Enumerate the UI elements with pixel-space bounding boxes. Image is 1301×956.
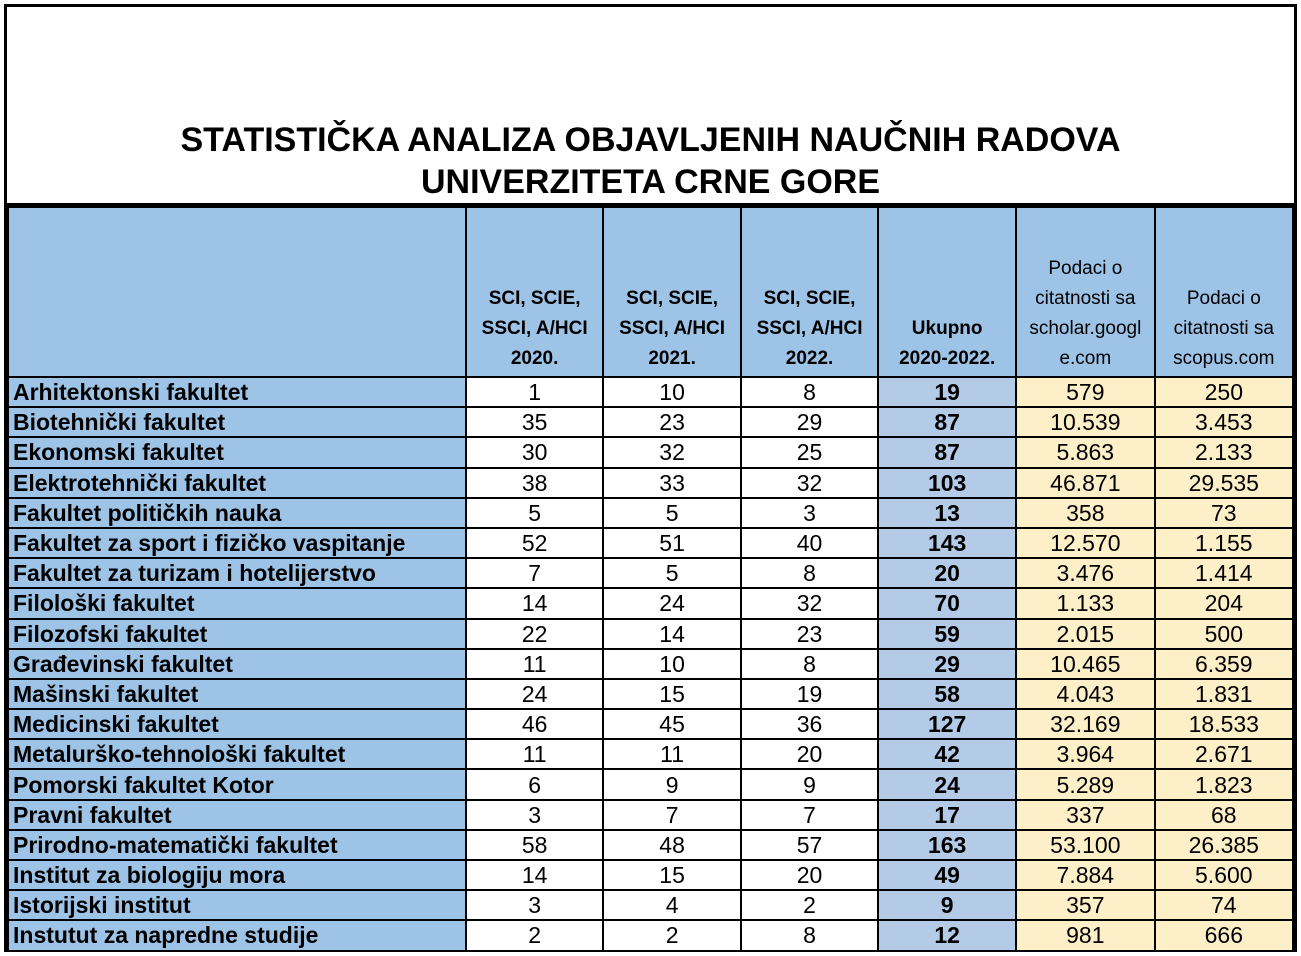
papers-2021: 32 (603, 437, 740, 467)
scholar-citations: 579 (1016, 377, 1155, 407)
papers-2020: 52 (466, 528, 603, 558)
papers-2020: 6 (466, 769, 603, 799)
papers-2022: 32 (741, 468, 878, 498)
papers-2020: 14 (466, 860, 603, 890)
papers-2021: 48 (603, 830, 740, 860)
scopus-citations: 26.385 (1155, 830, 1293, 860)
header-row (8, 207, 1293, 377)
papers-total: 127 (878, 709, 1016, 739)
table-row (8, 498, 1293, 528)
table-row (8, 588, 1293, 618)
papers-total: 42 (878, 739, 1016, 769)
papers-total: 58 (878, 679, 1016, 709)
papers-2022: 8 (741, 649, 878, 679)
scholar-citations: 10.539 (1016, 407, 1155, 437)
header-2021: SCI, SCIE, SSCI, A/HCI 2021. (603, 207, 740, 377)
papers-2020: 30 (466, 437, 603, 467)
faculty-name: Biotehnički fakultet (8, 407, 466, 437)
scholar-citations: 12.570 (1016, 528, 1155, 558)
table-row (8, 407, 1293, 437)
papers-2020: 2 (466, 920, 603, 950)
papers-2020: 3 (466, 800, 603, 830)
papers-total: 12 (878, 920, 1016, 950)
papers-total: 87 (878, 407, 1016, 437)
papers-2021: 45 (603, 709, 740, 739)
faculty-name: Institut za biologiju mora (8, 860, 466, 890)
faculty-name: Arhitektonski fakultet (8, 377, 466, 407)
scopus-citations: 2.133 (1155, 437, 1293, 467)
scopus-citations: 204 (1155, 588, 1293, 618)
papers-total: 9 (878, 890, 1016, 920)
statistics-table (7, 206, 1294, 952)
papers-2022: 7 (741, 800, 878, 830)
papers-total: 59 (878, 619, 1016, 649)
faculty-name: Građevinski fakultet (8, 649, 466, 679)
scopus-citations: 1.823 (1155, 769, 1293, 799)
papers-total: 163 (878, 830, 1016, 860)
table-row (8, 769, 1293, 799)
papers-2020: 22 (466, 619, 603, 649)
papers-total: 103 (878, 468, 1016, 498)
papers-2021: 10 (603, 377, 740, 407)
table-row (8, 619, 1293, 649)
scopus-citations: 1.831 (1155, 679, 1293, 709)
scopus-citations: 5.600 (1155, 860, 1293, 890)
papers-2020: 38 (466, 468, 603, 498)
papers-2021: 2 (603, 920, 740, 950)
faculty-name: Filozofski fakultet (8, 619, 466, 649)
faculty-name: Instutut za napredne studije (8, 920, 466, 950)
papers-2020: 11 (466, 649, 603, 679)
scopus-citations: 6.359 (1155, 649, 1293, 679)
table-row (8, 860, 1293, 890)
papers-2021: 9 (603, 769, 740, 799)
faculty-name: Fakultet za turizam i hotelijerstvo (8, 558, 466, 588)
papers-2020: 14 (466, 588, 603, 618)
header-total: Ukupno 2020-2022. (878, 207, 1016, 377)
scopus-citations: 18.533 (1155, 709, 1293, 739)
scopus-citations: 250 (1155, 377, 1293, 407)
papers-2021: 14 (603, 619, 740, 649)
papers-total: 13 (878, 498, 1016, 528)
table-row (8, 528, 1293, 558)
header-2020: SCI, SCIE, SSCI, A/HCI 2020. (466, 207, 603, 377)
faculty-name: Medicinski fakultet (8, 709, 466, 739)
papers-2022: 36 (741, 709, 878, 739)
papers-2020: 46 (466, 709, 603, 739)
scopus-citations: 68 (1155, 800, 1293, 830)
faculty-name: Filološki fakultet (8, 588, 466, 618)
title-cell (7, 7, 1294, 206)
papers-total: 24 (878, 769, 1016, 799)
table-row (8, 890, 1293, 920)
papers-2021: 7 (603, 800, 740, 830)
papers-2020: 3 (466, 890, 603, 920)
scholar-citations: 337 (1016, 800, 1155, 830)
scholar-citations: 2.015 (1016, 619, 1155, 649)
faculty-name: Fakultet za sport i fizičko vaspitanje (8, 528, 466, 558)
papers-2020: 7 (466, 558, 603, 588)
table-row (8, 709, 1293, 739)
papers-2021: 15 (603, 679, 740, 709)
papers-2022: 25 (741, 437, 878, 467)
scopus-citations: 73 (1155, 498, 1293, 528)
papers-total: 29 (878, 649, 1016, 679)
scopus-citations: 3.453 (1155, 407, 1293, 437)
scopus-citations: 2.671 (1155, 739, 1293, 769)
table-row (8, 679, 1293, 709)
papers-2022: 29 (741, 407, 878, 437)
scopus-citations: 29.535 (1155, 468, 1293, 498)
faculty-name: Mašinski fakultet (8, 679, 466, 709)
papers-total: 17 (878, 800, 1016, 830)
faculty-name: Ekonomski fakultet (8, 437, 466, 467)
scopus-citations: 1.155 (1155, 528, 1293, 558)
papers-2021: 23 (603, 407, 740, 437)
papers-2021: 15 (603, 860, 740, 890)
faculty-name: Pomorski fakultet Kotor (8, 769, 466, 799)
papers-total: 49 (878, 860, 1016, 890)
table-body (8, 377, 1293, 951)
papers-2022: 8 (741, 377, 878, 407)
papers-2022: 23 (741, 619, 878, 649)
scopus-citations: 666 (1155, 920, 1293, 950)
papers-2020: 1 (466, 377, 603, 407)
scholar-citations: 7.884 (1016, 860, 1155, 890)
papers-2022: 8 (741, 558, 878, 588)
header-name (8, 207, 466, 377)
papers-2020: 24 (466, 679, 603, 709)
scholar-citations: 981 (1016, 920, 1155, 950)
scholar-citations: 5.863 (1016, 437, 1155, 467)
papers-2022: 3 (741, 498, 878, 528)
title-line-1: STATISTIČKA ANALIZA OBJAVLJENIH NAUČNIH RADOVA (180, 121, 1121, 159)
table-row (8, 468, 1293, 498)
papers-2021: 10 (603, 649, 740, 679)
header-scopus: Podaci o citatnosti sa scopus.com (1155, 207, 1293, 377)
scholar-citations: 53.100 (1016, 830, 1155, 860)
papers-total: 20 (878, 558, 1016, 588)
scholar-citations: 4.043 (1016, 679, 1155, 709)
faculty-name: Fakultet političkih nauka (8, 498, 466, 528)
header-scholar: Podaci o citatnosti sa scholar.googl e.com (1016, 207, 1155, 377)
table-row (8, 649, 1293, 679)
faculty-name: Istorijski institut (8, 890, 466, 920)
scopus-citations: 500 (1155, 619, 1293, 649)
table-row (8, 739, 1293, 769)
papers-2020: 58 (466, 830, 603, 860)
faculty-name: Prirodno-matematički fakultet (8, 830, 466, 860)
faculty-name: Metalurško-tehnološki fakultet (8, 739, 466, 769)
papers-2022: 9 (741, 769, 878, 799)
scholar-citations: 3.964 (1016, 739, 1155, 769)
papers-total: 70 (878, 588, 1016, 618)
papers-total: 19 (878, 377, 1016, 407)
scholar-citations: 357 (1016, 890, 1155, 920)
scopus-citations: 74 (1155, 890, 1293, 920)
papers-2022: 8 (741, 920, 878, 950)
papers-2021: 24 (603, 588, 740, 618)
table-row (8, 800, 1293, 830)
scholar-citations: 1.133 (1016, 588, 1155, 618)
faculty-name: Elektrotehnički fakultet (8, 468, 466, 498)
scopus-citations: 1.414 (1155, 558, 1293, 588)
papers-2021: 5 (603, 558, 740, 588)
table-row (8, 377, 1293, 407)
papers-2021: 51 (603, 528, 740, 558)
papers-total: 143 (878, 528, 1016, 558)
scholar-citations: 5.289 (1016, 769, 1155, 799)
papers-2022: 20 (741, 860, 878, 890)
papers-2022: 20 (741, 739, 878, 769)
scholar-citations: 3.476 (1016, 558, 1155, 588)
table-row (8, 920, 1293, 950)
table-row (8, 558, 1293, 588)
papers-2021: 33 (603, 468, 740, 498)
title-line-2: UNIVERZITETA CRNE GORE (420, 163, 881, 201)
papers-2020: 35 (466, 407, 603, 437)
scholar-citations: 10.465 (1016, 649, 1155, 679)
scholar-citations: 46.871 (1016, 468, 1155, 498)
papers-2020: 5 (466, 498, 603, 528)
papers-2021: 5 (603, 498, 740, 528)
papers-2020: 11 (466, 739, 603, 769)
scholar-citations: 358 (1016, 498, 1155, 528)
faculty-name: Pravni fakultet (8, 800, 466, 830)
papers-2022: 2 (741, 890, 878, 920)
papers-2021: 4 (603, 890, 740, 920)
papers-2022: 19 (741, 679, 878, 709)
papers-2022: 32 (741, 588, 878, 618)
spreadsheet (4, 4, 1297, 952)
table-row (8, 437, 1293, 467)
papers-2021: 11 (603, 739, 740, 769)
papers-2022: 57 (741, 830, 878, 860)
header-2022: SCI, SCIE, SSCI, A/HCI 2022. (741, 207, 878, 377)
papers-total: 87 (878, 437, 1016, 467)
table-row (8, 830, 1293, 860)
papers-2022: 40 (741, 528, 878, 558)
page-title (7, 119, 1294, 203)
scholar-citations: 32.169 (1016, 709, 1155, 739)
